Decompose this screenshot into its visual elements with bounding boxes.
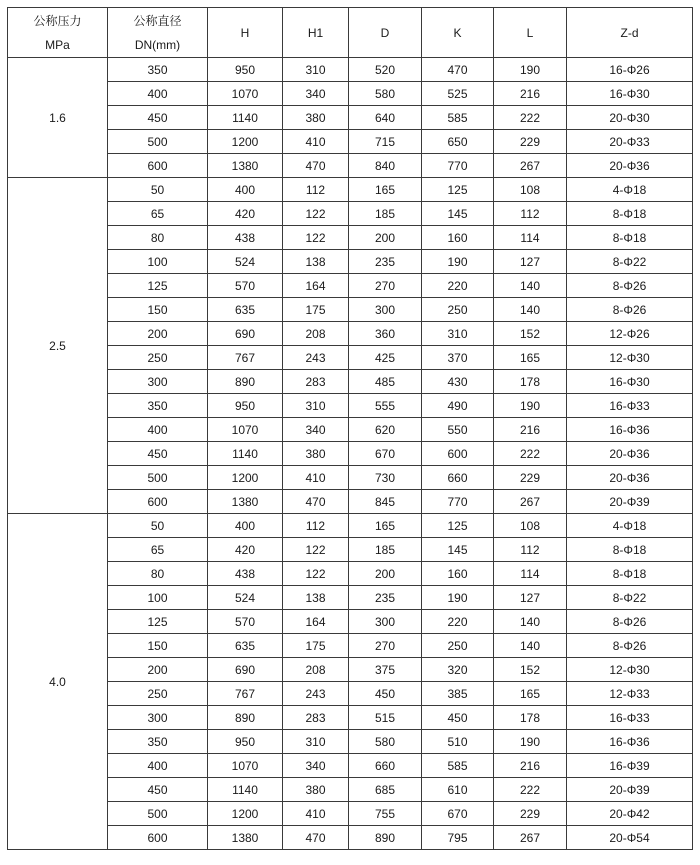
cell-dn: 150 [108, 634, 208, 658]
cell-l: 229 [494, 130, 567, 154]
table-row [8, 658, 693, 682]
cell-k: 250 [422, 634, 494, 658]
table-row [8, 82, 693, 106]
cell-h1: 122 [283, 538, 349, 562]
cell-l: 267 [494, 490, 567, 514]
cell-h1: 175 [283, 298, 349, 322]
cell-h: 420 [208, 538, 283, 562]
table-row [8, 274, 693, 298]
cell-h1: 310 [283, 58, 349, 82]
cell-dn: 125 [108, 610, 208, 634]
cell-h: 950 [208, 730, 283, 754]
cell-h: 1070 [208, 418, 283, 442]
cell-d: 375 [349, 658, 422, 682]
cell-dn: 200 [108, 658, 208, 682]
cell-k: 145 [422, 202, 494, 226]
cell-h: 524 [208, 586, 283, 610]
cell-dn: 300 [108, 706, 208, 730]
cell-h: 890 [208, 370, 283, 394]
cell-h: 524 [208, 250, 283, 274]
cell-dn: 400 [108, 82, 208, 106]
cell-z-d: 20-Φ36 [567, 154, 693, 178]
cell-d: 640 [349, 106, 422, 130]
cell-d: 730 [349, 466, 422, 490]
table-row [8, 490, 693, 514]
cell-d: 715 [349, 130, 422, 154]
cell-d: 580 [349, 730, 422, 754]
cell-h1: 208 [283, 322, 349, 346]
cell-dn: 50 [108, 514, 208, 538]
cell-h: 635 [208, 298, 283, 322]
cell-l: 165 [494, 346, 567, 370]
cell-k: 610 [422, 778, 494, 802]
cell-z-d: 16-Φ26 [567, 58, 693, 82]
cell-dn: 300 [108, 370, 208, 394]
cell-d: 660 [349, 754, 422, 778]
cell-k: 220 [422, 274, 494, 298]
cell-l: 267 [494, 826, 567, 850]
cell-h1: 164 [283, 274, 349, 298]
cell-dn: 450 [108, 106, 208, 130]
table-row [8, 610, 693, 634]
cell-l: 222 [494, 778, 567, 802]
cell-h: 950 [208, 394, 283, 418]
header-l: L [494, 8, 567, 58]
cell-dn: 500 [108, 466, 208, 490]
cell-h1: 380 [283, 106, 349, 130]
cell-h: 1380 [208, 490, 283, 514]
cell-dn: 500 [108, 130, 208, 154]
header-h1: H1 [283, 8, 349, 58]
cell-z-d: 8-Φ22 [567, 586, 693, 610]
cell-z-d: 20-Φ42 [567, 802, 693, 826]
header-nominal-diameter [108, 8, 208, 58]
cell-l: 190 [494, 58, 567, 82]
cell-z-d: 8-Φ26 [567, 610, 693, 634]
cell-l: 140 [494, 610, 567, 634]
table-row [8, 298, 693, 322]
pressure-group-cell: 2.5 [8, 178, 108, 514]
cell-h1: 410 [283, 466, 349, 490]
cell-k: 585 [422, 754, 494, 778]
cell-h: 1140 [208, 778, 283, 802]
cell-l: 165 [494, 682, 567, 706]
cell-d: 200 [349, 226, 422, 250]
cell-h1: 310 [283, 394, 349, 418]
cell-h1: 243 [283, 346, 349, 370]
cell-k: 250 [422, 298, 494, 322]
cell-h: 1070 [208, 754, 283, 778]
cell-k: 430 [422, 370, 494, 394]
cell-dn: 500 [108, 802, 208, 826]
cell-z-d: 20-Φ54 [567, 826, 693, 850]
table-row [8, 682, 693, 706]
cell-dn: 400 [108, 418, 208, 442]
cell-d: 235 [349, 250, 422, 274]
cell-h: 950 [208, 58, 283, 82]
cell-dn: 65 [108, 538, 208, 562]
cell-l: 152 [494, 658, 567, 682]
cell-k: 525 [422, 82, 494, 106]
table-row [8, 202, 693, 226]
valve-dimension-table [7, 7, 693, 850]
cell-z-d: 12-Φ30 [567, 658, 693, 682]
table-row [8, 250, 693, 274]
cell-l: 114 [494, 562, 567, 586]
cell-d: 890 [349, 826, 422, 850]
cell-d: 270 [349, 274, 422, 298]
cell-d: 185 [349, 202, 422, 226]
header-pressure-label: 公称压力 [33, 13, 82, 28]
table-row [8, 178, 693, 202]
table-row [8, 706, 693, 730]
table-row [8, 634, 693, 658]
cell-z-d: 20-Φ39 [567, 778, 693, 802]
cell-dn: 250 [108, 346, 208, 370]
cell-h: 690 [208, 322, 283, 346]
cell-l: 178 [494, 370, 567, 394]
cell-dn: 450 [108, 442, 208, 466]
cell-l: 152 [494, 322, 567, 346]
cell-z-d: 8-Φ26 [567, 634, 693, 658]
cell-l: 216 [494, 418, 567, 442]
table-row [8, 226, 693, 250]
cell-k: 220 [422, 610, 494, 634]
cell-dn: 450 [108, 778, 208, 802]
cell-l: 216 [494, 754, 567, 778]
cell-l: 140 [494, 298, 567, 322]
cell-l: 229 [494, 802, 567, 826]
cell-dn: 50 [108, 178, 208, 202]
cell-h1: 340 [283, 82, 349, 106]
cell-dn: 350 [108, 730, 208, 754]
cell-d: 685 [349, 778, 422, 802]
cell-k: 125 [422, 514, 494, 538]
cell-d: 555 [349, 394, 422, 418]
cell-h: 1200 [208, 130, 283, 154]
cell-l: 140 [494, 274, 567, 298]
cell-k: 190 [422, 586, 494, 610]
cell-z-d: 12-Φ26 [567, 322, 693, 346]
cell-h1: 138 [283, 586, 349, 610]
cell-d: 425 [349, 346, 422, 370]
table-row [8, 754, 693, 778]
header-diameter-label: 公称直径 [133, 13, 182, 28]
cell-z-d: 12-Φ30 [567, 346, 693, 370]
cell-z-d: 20-Φ36 [567, 466, 693, 490]
cell-k: 320 [422, 658, 494, 682]
cell-d: 755 [349, 802, 422, 826]
cell-l: 190 [494, 730, 567, 754]
cell-d: 300 [349, 298, 422, 322]
cell-d: 165 [349, 178, 422, 202]
cell-h1: 283 [283, 370, 349, 394]
table-row [8, 586, 693, 610]
cell-l: 222 [494, 442, 567, 466]
cell-h: 1140 [208, 106, 283, 130]
cell-z-d: 20-Φ30 [567, 106, 693, 130]
cell-h: 420 [208, 202, 283, 226]
cell-k: 160 [422, 562, 494, 586]
table-row [8, 394, 693, 418]
header-h: H [208, 8, 283, 58]
cell-dn: 600 [108, 826, 208, 850]
table-row [8, 106, 693, 130]
cell-h1: 283 [283, 706, 349, 730]
cell-h: 1200 [208, 802, 283, 826]
cell-z-d: 8-Φ22 [567, 250, 693, 274]
cell-h: 890 [208, 706, 283, 730]
cell-k: 190 [422, 250, 494, 274]
cell-dn: 100 [108, 250, 208, 274]
cell-d: 450 [349, 682, 422, 706]
cell-d: 185 [349, 538, 422, 562]
cell-k: 770 [422, 154, 494, 178]
cell-z-d: 8-Φ18 [567, 202, 693, 226]
cell-h1: 208 [283, 658, 349, 682]
table-row [8, 130, 693, 154]
cell-l: 178 [494, 706, 567, 730]
table-row [8, 730, 693, 754]
table-row [8, 322, 693, 346]
cell-k: 370 [422, 346, 494, 370]
cell-k: 450 [422, 706, 494, 730]
cell-k: 660 [422, 466, 494, 490]
cell-h1: 410 [283, 802, 349, 826]
cell-h1: 410 [283, 130, 349, 154]
cell-k: 770 [422, 490, 494, 514]
cell-dn: 200 [108, 322, 208, 346]
cell-d: 235 [349, 586, 422, 610]
cell-h: 635 [208, 634, 283, 658]
cell-h1: 122 [283, 562, 349, 586]
header-diameter-unit: DN(mm) [134, 37, 181, 52]
cell-z-d: 16-Φ33 [567, 394, 693, 418]
cell-h: 570 [208, 274, 283, 298]
cell-h: 1070 [208, 82, 283, 106]
cell-h1: 380 [283, 442, 349, 466]
cell-dn: 250 [108, 682, 208, 706]
table-row [8, 346, 693, 370]
cell-k: 310 [422, 322, 494, 346]
table-row [8, 802, 693, 826]
cell-d: 580 [349, 82, 422, 106]
cell-l: 229 [494, 466, 567, 490]
table-row [8, 466, 693, 490]
cell-z-d: 8-Φ18 [567, 562, 693, 586]
cell-dn: 600 [108, 490, 208, 514]
cell-d: 840 [349, 154, 422, 178]
cell-z-d: 8-Φ18 [567, 538, 693, 562]
cell-dn: 600 [108, 154, 208, 178]
table-row [8, 370, 693, 394]
cell-z-d: 4-Φ18 [567, 178, 693, 202]
cell-dn: 400 [108, 754, 208, 778]
cell-z-d: 20-Φ36 [567, 442, 693, 466]
cell-d: 165 [349, 514, 422, 538]
cell-d: 845 [349, 490, 422, 514]
cell-h1: 122 [283, 202, 349, 226]
cell-h: 767 [208, 346, 283, 370]
cell-k: 470 [422, 58, 494, 82]
cell-h1: 122 [283, 226, 349, 250]
cell-k: 510 [422, 730, 494, 754]
cell-h: 400 [208, 178, 283, 202]
cell-d: 200 [349, 562, 422, 586]
cell-k: 600 [422, 442, 494, 466]
table-row [8, 58, 693, 82]
cell-h1: 470 [283, 826, 349, 850]
cell-z-d: 4-Φ18 [567, 514, 693, 538]
header-row [8, 8, 693, 58]
cell-z-d: 12-Φ33 [567, 682, 693, 706]
cell-d: 485 [349, 370, 422, 394]
cell-k: 125 [422, 178, 494, 202]
cell-d: 515 [349, 706, 422, 730]
cell-dn: 65 [108, 202, 208, 226]
cell-k: 670 [422, 802, 494, 826]
table-body [8, 58, 693, 850]
cell-h: 570 [208, 610, 283, 634]
cell-h1: 112 [283, 178, 349, 202]
cell-l: 127 [494, 586, 567, 610]
cell-l: 108 [494, 514, 567, 538]
cell-dn: 350 [108, 394, 208, 418]
pressure-group-cell: 4.0 [8, 514, 108, 850]
cell-h1: 310 [283, 730, 349, 754]
cell-h: 400 [208, 514, 283, 538]
cell-h1: 470 [283, 490, 349, 514]
cell-h: 1380 [208, 154, 283, 178]
cell-h: 438 [208, 226, 283, 250]
cell-l: 190 [494, 394, 567, 418]
cell-k: 650 [422, 130, 494, 154]
cell-h1: 340 [283, 418, 349, 442]
cell-h: 1140 [208, 442, 283, 466]
cell-h1: 138 [283, 250, 349, 274]
table-row [8, 514, 693, 538]
table-row [8, 778, 693, 802]
cell-z-d: 8-Φ26 [567, 298, 693, 322]
cell-z-d: 20-Φ33 [567, 130, 693, 154]
cell-h: 438 [208, 562, 283, 586]
cell-h1: 175 [283, 634, 349, 658]
cell-z-d: 16-Φ39 [567, 754, 693, 778]
cell-d: 670 [349, 442, 422, 466]
cell-dn: 150 [108, 298, 208, 322]
table-row [8, 826, 693, 850]
cell-z-d: 16-Φ36 [567, 730, 693, 754]
header-k: K [422, 8, 494, 58]
table-row [8, 154, 693, 178]
cell-l: 127 [494, 250, 567, 274]
cell-dn: 80 [108, 562, 208, 586]
cell-h1: 164 [283, 610, 349, 634]
cell-k: 585 [422, 106, 494, 130]
table-row [8, 442, 693, 466]
table-row [8, 538, 693, 562]
cell-h: 690 [208, 658, 283, 682]
cell-z-d: 20-Φ39 [567, 490, 693, 514]
cell-h1: 470 [283, 154, 349, 178]
cell-k: 795 [422, 826, 494, 850]
cell-l: 216 [494, 82, 567, 106]
cell-z-d: 16-Φ30 [567, 82, 693, 106]
cell-l: 108 [494, 178, 567, 202]
cell-d: 620 [349, 418, 422, 442]
cell-h: 1380 [208, 826, 283, 850]
header-d: D [349, 8, 422, 58]
cell-z-d: 16-Φ30 [567, 370, 693, 394]
cell-d: 300 [349, 610, 422, 634]
cell-h: 767 [208, 682, 283, 706]
cell-l: 222 [494, 106, 567, 130]
cell-h1: 380 [283, 778, 349, 802]
cell-dn: 80 [108, 226, 208, 250]
cell-d: 270 [349, 634, 422, 658]
cell-l: 114 [494, 226, 567, 250]
cell-h1: 112 [283, 514, 349, 538]
cell-k: 490 [422, 394, 494, 418]
cell-z-d: 8-Φ26 [567, 274, 693, 298]
cell-d: 360 [349, 322, 422, 346]
cell-k: 145 [422, 538, 494, 562]
cell-l: 112 [494, 202, 567, 226]
cell-z-d: 16-Φ36 [567, 418, 693, 442]
table-row [8, 562, 693, 586]
cell-d: 520 [349, 58, 422, 82]
cell-dn: 100 [108, 586, 208, 610]
header-pressure-unit: MPa [45, 37, 70, 52]
cell-h: 1200 [208, 466, 283, 490]
header-z-d: Z-d [567, 8, 693, 58]
cell-l: 140 [494, 634, 567, 658]
cell-k: 160 [422, 226, 494, 250]
cell-k: 550 [422, 418, 494, 442]
cell-h1: 243 [283, 682, 349, 706]
cell-dn: 350 [108, 58, 208, 82]
table-row [8, 418, 693, 442]
pressure-group-cell: 1.6 [8, 58, 108, 178]
cell-dn: 125 [108, 274, 208, 298]
cell-z-d: 16-Φ33 [567, 706, 693, 730]
cell-l: 112 [494, 538, 567, 562]
cell-h1: 340 [283, 754, 349, 778]
cell-l: 267 [494, 154, 567, 178]
header-nominal-pressure [8, 8, 108, 58]
cell-z-d: 8-Φ18 [567, 226, 693, 250]
cell-k: 385 [422, 682, 494, 706]
